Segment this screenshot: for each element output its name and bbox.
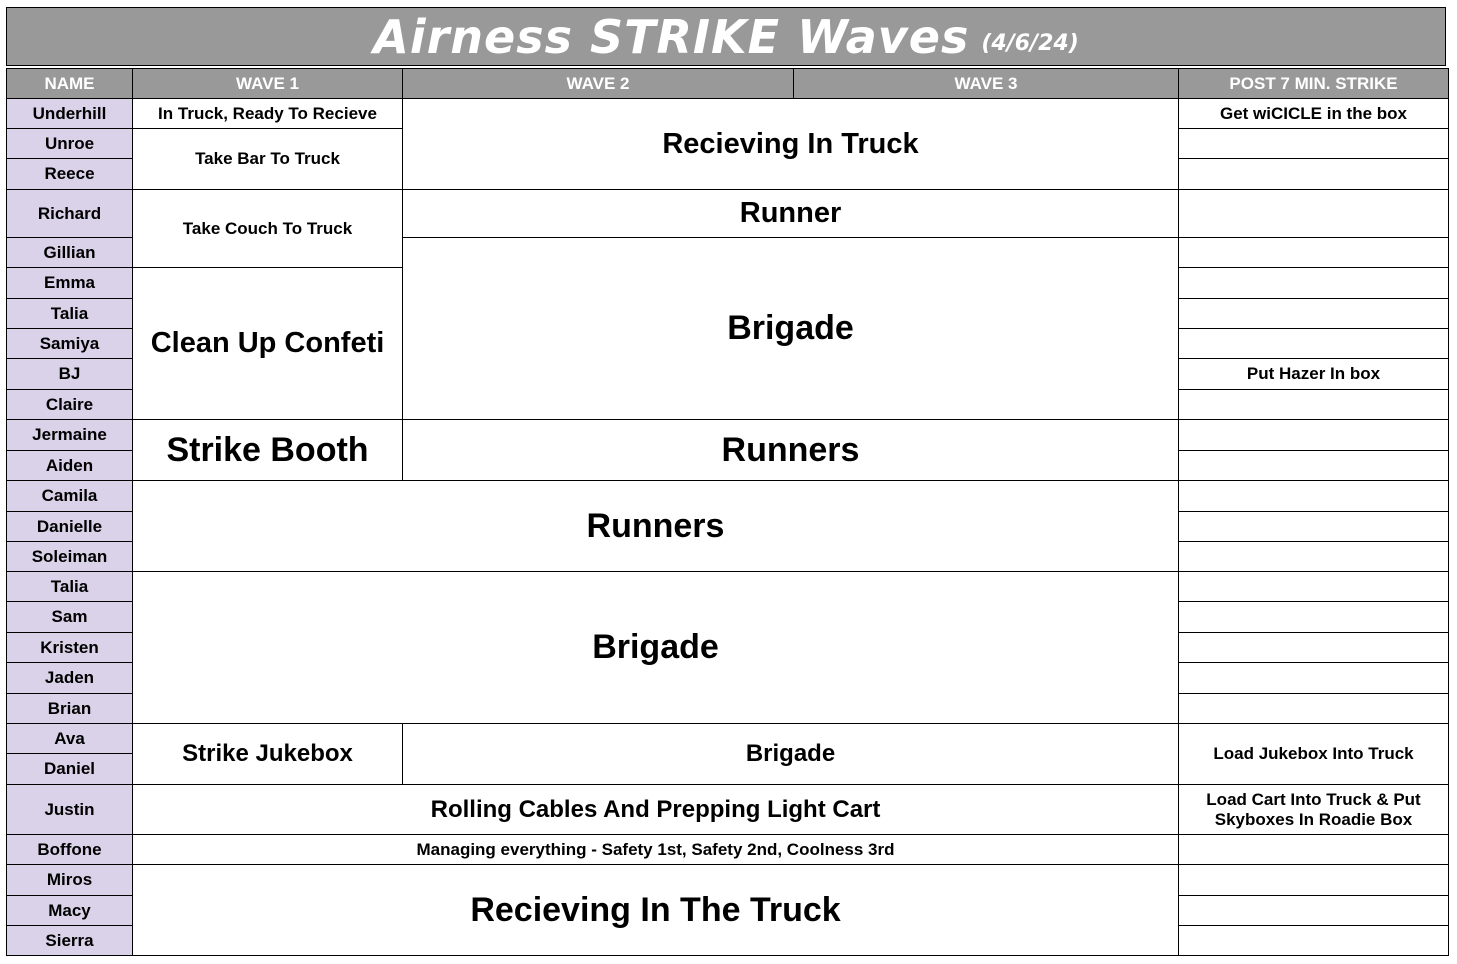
post-cell (1179, 663, 1449, 694)
name-cell: Emma (7, 268, 133, 299)
name-cell: Talia (7, 572, 133, 602)
post-cell (1179, 299, 1449, 329)
name-cell: Samiya (7, 329, 133, 359)
post-cell (1179, 238, 1449, 268)
task-cell: Take Couch To Truck (133, 190, 403, 268)
name-cell: Daniel (7, 754, 133, 785)
name-cell: Camila (7, 481, 133, 512)
name-cell: Reece (7, 159, 133, 190)
table-row (7, 190, 1449, 238)
post-cell (1179, 926, 1449, 956)
post-cell: Put Hazer In box (1179, 359, 1449, 390)
name-cell: Underhill (7, 99, 133, 129)
table-row (7, 420, 1449, 451)
post-cell (1179, 451, 1449, 481)
header-row (7, 69, 1449, 99)
name-cell: Unroe (7, 129, 133, 159)
name-cell: Kristen (7, 633, 133, 663)
post-cell (1179, 542, 1449, 572)
post-cell (1179, 390, 1449, 420)
task-cell: Clean Up Confeti (133, 268, 403, 420)
name-cell: Brian (7, 694, 133, 724)
post-cell (1179, 633, 1449, 663)
schedule-sheet (6, 7, 1448, 957)
name-cell: Aiden (7, 451, 133, 481)
header-wave2: WAVE 2 (403, 69, 794, 99)
name-cell: Jermaine (7, 420, 133, 451)
task-cell: Strike Jukebox (133, 724, 403, 785)
task-cell: Runners (133, 481, 1179, 572)
name-cell: Richard (7, 190, 133, 238)
name-cell: Claire (7, 390, 133, 420)
name-cell: Gillian (7, 238, 133, 268)
name-cell: Boffone (7, 835, 133, 865)
table-row (7, 99, 1449, 129)
post-cell (1179, 159, 1449, 190)
name-cell: Sam (7, 602, 133, 633)
header-name: NAME (7, 69, 133, 99)
strike-waves-table (6, 68, 1449, 956)
task-cell: Brigade (403, 238, 1179, 420)
post-cell (1179, 835, 1449, 865)
table-row (7, 724, 1449, 754)
post-cell (1179, 420, 1449, 451)
post-cell (1179, 572, 1449, 602)
sheet-title: Airness STRIKE Waves (373, 9, 970, 64)
post-cell (1179, 896, 1449, 926)
post-cell (1179, 481, 1449, 512)
post-cell (1179, 512, 1449, 542)
post-cell: Load Cart Into Truck & Put Skyboxes In Roadie Box (1179, 785, 1449, 835)
post-cell (1179, 602, 1449, 633)
post-cell (1179, 329, 1449, 359)
header-wave1: WAVE 1 (133, 69, 403, 99)
header-wave3: WAVE 3 (794, 69, 1179, 99)
table-row (7, 865, 1449, 896)
name-cell: Macy (7, 896, 133, 926)
sheet-title-bar (6, 7, 1446, 66)
name-cell: Soleiman (7, 542, 133, 572)
post-cell (1179, 129, 1449, 159)
task-cell: Rolling Cables And Prepping Light Cart (133, 785, 1179, 835)
post-cell: Load Jukebox Into Truck (1179, 724, 1449, 785)
post-cell (1179, 190, 1449, 238)
post-cell (1179, 694, 1449, 724)
table-row (7, 785, 1449, 835)
post-cell: Get wiCICLE in the box (1179, 99, 1449, 129)
task-cell: Recieving In The Truck (133, 865, 1179, 956)
name-cell: Talia (7, 299, 133, 329)
post-cell (1179, 268, 1449, 299)
name-cell: Danielle (7, 512, 133, 542)
task-cell: Take Bar To Truck (133, 129, 403, 190)
table-row (7, 481, 1449, 512)
task-cell: Strike Booth (133, 420, 403, 481)
name-cell: Justin (7, 785, 133, 835)
task-cell: Brigade (133, 572, 1179, 724)
post-cell (1179, 865, 1449, 896)
task-cell: Recieving In Truck (403, 99, 1179, 190)
name-cell: Jaden (7, 663, 133, 694)
name-cell: Sierra (7, 926, 133, 956)
task-cell: Runner (403, 190, 1179, 238)
task-cell: Brigade (403, 724, 1179, 785)
table-row (7, 572, 1449, 602)
header-post: POST 7 MIN. STRIKE (1179, 69, 1449, 99)
task-cell: In Truck, Ready To Recieve (133, 99, 403, 129)
task-cell: Runners (403, 420, 1179, 481)
task-cell: Managing everything - Safety 1st, Safety 2nd, Coolness 3rd (133, 835, 1179, 865)
name-cell: Miros (7, 865, 133, 896)
table-row (7, 835, 1449, 865)
sheet-date: (4/6/24) (981, 31, 1079, 56)
name-cell: BJ (7, 359, 133, 390)
name-cell: Ava (7, 724, 133, 754)
